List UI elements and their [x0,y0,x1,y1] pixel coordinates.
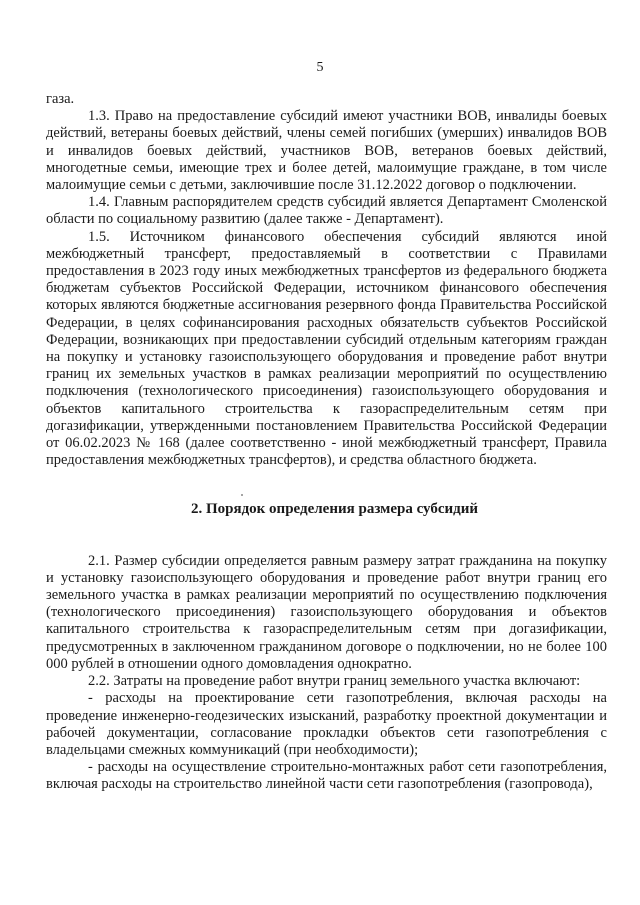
paragraph-2-2: 2.2. Затраты на проведение работ внутри границ земельного участка включают: [88,673,581,690]
section-2-title: 2. Порядок определения размера субсидий [190,501,479,518]
paragraph-1-5: 1.5. Источником финансового обеспечения субсидий являются иной межбюджетный трансферт, предоставляемый в соответствии с Правилами предоставления в 2023 году иных межбюджетных трансфертов из федерального бюджета бюджетам субъектов Российской Федерации, источником финансового обеспечения которых являются бюджетные ассигнования резервного фонда Правительства Российской Федерации, в целях софинансирования расходных обязательств субъектов Российской Федерации, возникающих при предоставлении субсидий отдельным категориям граждан на покупку и установку газоиспользующего оборудования и проведение работ внутри границ их земельных участков в рамках реализации мероприятий по осуществлению подключения (технологического присоединения) газоиспользующего оборудования и объектов капитального строительства к газораспределительным сетям при догазификации, утвержденными постановлением Правительства Российской Федерации от 06.02.2023 № 168 (далее соответственно - иной межбюджетный трансферт, Правила предоставления межбюджетных трансфертов), и средства областного бюджета. [46,228,607,469]
paragraph-continuation: газа. [46,91,75,107]
page-number: 5 [316,60,324,75]
paragraph-2-1: 2.1. Размер субсидии определяется равным размеру затрат гражданина на покупку и установку газоиспользующего оборудования и проведение работ внутри границ его земельного участка в рамках реализации мероприятий по осуществлению подключения (технологического присоединения) газоиспользующего оборудования и объектов капитального строительства к газораспределительным сетям при догазификации, предусмотренных в заключенном гражданином договоре о подключении, но не более 100 000 рублей в отношении одного домовладения однократно. [46,552,607,672]
list-item-construction-costs: - расходы на осуществление строительно-монтажных работ сети газопотребления, включая расходы на строительство линейной части сети газопотребления (газопровода), [46,759,607,793]
paragraph-1-4: 1.4. Главным распорядителем средств субсидий является Департамент Смоленской области по социальному развитию (далее также - Департамент). [46,194,607,228]
document-body [46,91,607,794]
paragraph-1-3: 1.3. Право на предоставление субсидий имеют участники ВОВ, инвалиды боевых действий, ветераны боевых действий, члены семей погибших (умерших) инвалидов ВОВ и инвалидов боевых действий, участников ВОВ, ветеранов боевых действий, многодетные семьи, имеющие трех и более детей, малоимущие граждане, в том числе малоимущие семьи с детьми, заключившие после 31.12.2022 договор о подключении. [46,108,607,194]
list-item-design-costs: - расходы на проектирование сети газопотребления, включая расходы на проведение инженерно-геодезических изысканий, разработку проектной документации и рабочей документации, согласование прокладки объектов сети газопотребления с владельцами смежных коммуникаций (при необходимости); [46,690,607,758]
